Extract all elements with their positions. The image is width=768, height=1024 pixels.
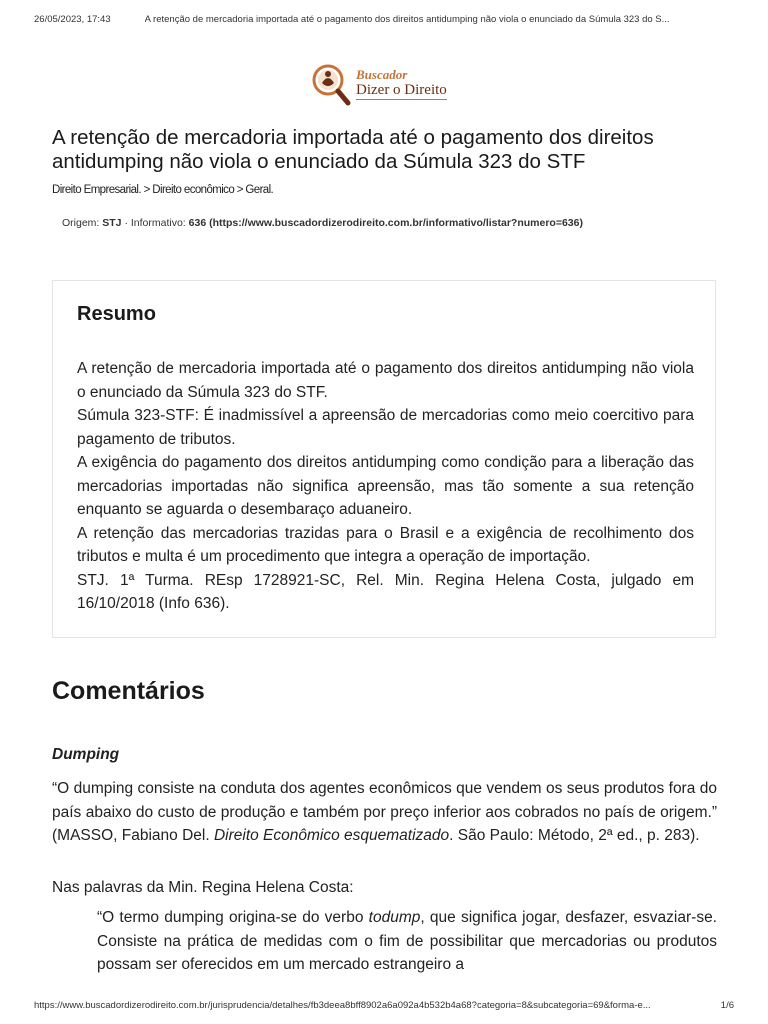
comentarios-heading: Comentários	[52, 677, 205, 705]
dumping-subheading: Dumping	[52, 746, 120, 763]
dumping-paragraph-text: “O dumping consiste na conduta dos agentes econômicos que vendem os seus produtos fora do país abaixo do custo de produção e também por preço inferior aos cobrados no país de origem.” (MASSO, Fabiano Del.	[52, 780, 717, 844]
site-logo[interactable]	[308, 58, 468, 110]
resumo-body	[77, 357, 694, 616]
print-datetime: 26/05/2023, 17:43	[34, 14, 111, 25]
print-page-title: A retenção de mercadoria importada até o pagamento dos direitos antidumping não viola o enunciado da Súmula 323 do S...	[144, 14, 670, 25]
minister-quote	[97, 906, 717, 977]
quote-end: , que significa jogar, desfazer, esvaziar-se. Consiste na prática de medidas com o fim de possibilitar que mercadorias ou produtos possam ser oferecidos em um mercado estrangeiro a	[97, 909, 717, 973]
print-page-number: 1/6	[720, 1000, 734, 1011]
quote-start: “O termo dumping origina-se do verbo	[97, 909, 369, 926]
resumo-paragraph: Súmula 323-STF: É inadmissível a apreensão de mercadorias como meio coercitivo para pagamento de tributos.	[77, 407, 694, 448]
resumo-paragraph: A retenção das mercadorias trazidas para o Brasil e a exigência de recolhimento dos tributos e multa é um procedimento que integra a operação de importação.	[77, 524, 694, 565]
origin-info-number[interactable]: 636	[188, 217, 207, 229]
breadcrumb[interactable]: Direito Empresarial. > Direito econômico > Geral.	[52, 184, 274, 196]
dumping-book-title: Direito Econômico esquematizado	[213, 827, 450, 844]
print-header	[34, 14, 734, 25]
magnifier-logo-icon	[308, 61, 352, 107]
origin-info-label: · Informativo:	[124, 217, 186, 229]
dumping-paragraph-end: . São Paulo: Método, 2ª ed., p. 283).	[449, 827, 700, 844]
origin-label: Origem:	[62, 217, 100, 229]
dumping-paragraph	[52, 777, 717, 848]
resumo-heading: Resumo	[77, 303, 156, 325]
resumo-paragraph: A exigência do pagamento dos direitos antidumping como condição para a liberação das mercadorias importadas não significa apreensão, mas tão somente a sua retenção enquanto se aguarda o desembaraço aduaneiro.	[77, 454, 694, 518]
origin-court: STJ	[102, 217, 122, 229]
resumo-box	[52, 280, 716, 638]
print-footer	[34, 1000, 734, 1011]
quote-italic-term: todump	[368, 909, 421, 926]
print-footer-url: https://www.buscadordizerodireito.com.br/jurisprudencia/detalhes/fb3deea8bff8902a6a092a4b532b4a68?categoria=8&subcategoria=69&forma-e...	[34, 1000, 651, 1011]
logo-line-2: Dizer o Direito	[356, 82, 447, 99]
origin-info-link[interactable]: (https://www.buscadordizerodireito.com.br/informativo/listar?numero=636)	[209, 217, 583, 229]
logo-line-1: Buscador	[356, 67, 408, 83]
resumo-paragraph: A retenção de mercadoria importada até o pagamento dos direitos antidumping não viola o enunciado da Súmula 323 do STF.	[77, 360, 694, 401]
page-title: A retenção de mercadoria importada até o pagamento dos direitos antidumping não viola o enunciado da Súmula 323 do STF	[52, 126, 654, 173]
origin-line	[62, 217, 583, 229]
minister-intro: Nas palavras da Min. Regina Helena Costa:	[52, 879, 354, 896]
resumo-paragraph: STJ. 1ª Turma. REsp 1728921-SC, Rel. Min. Regina Helena Costa, julgado em 16/10/2018 (Info 636).	[77, 571, 694, 612]
